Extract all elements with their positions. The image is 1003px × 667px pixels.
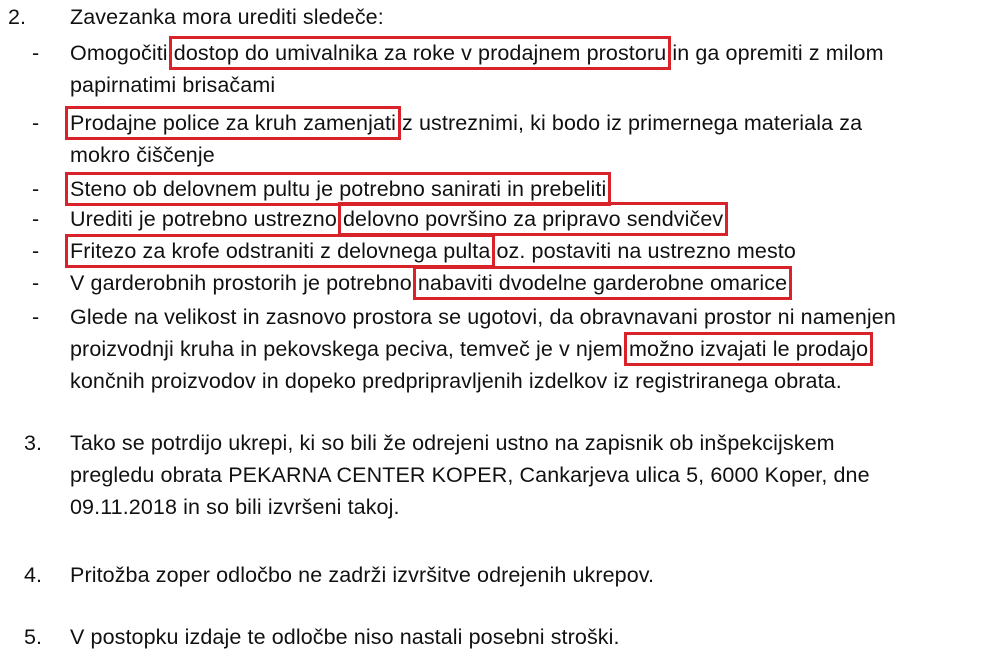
item-text: oz. postaviti na ustrezno mesto (490, 239, 796, 263)
paragraph-line: 09.11.2018 in so bili izvršeni takoj. (70, 495, 400, 519)
highlighted-phrase: Prodajne police za kruh zamenjati (70, 111, 396, 135)
highlighted-phrase: Steno ob delovnem pultu je potrebno sanirati in prebeliti (70, 177, 607, 201)
list-item (70, 110, 862, 136)
item-text: Urediti je potrebno ustrezno (70, 207, 343, 231)
item-continuation: končnih proizvodov in dopeko predpripravljenih izdelkov iz registriranega obrata. (70, 369, 842, 393)
bullet-dash: - (32, 207, 40, 231)
highlighted-phrase: dostop do umivalnika za roke v prodajnem prostoru (173, 41, 667, 65)
bullet-dash: - (32, 239, 40, 263)
list-item (70, 176, 606, 202)
bullet-dash: - (32, 41, 40, 65)
section-3-number: 3. (24, 431, 42, 455)
highlighted-phrase: Fritezo za krofe odstraniti z delovnega pulta (70, 239, 491, 263)
bullet-dash: - (32, 271, 40, 295)
bullet-dash: - (32, 111, 40, 135)
highlighted-phrase: delovno površino za pripravo sendvičev (343, 207, 724, 231)
bullet-dash: - (32, 177, 40, 201)
list-item (70, 40, 884, 66)
item-continuation: mokro čiščenje (70, 143, 215, 167)
highlighted-phrase: možno izvajati le prodajo (629, 337, 869, 361)
paragraph-line: Pritožba zoper odločbo ne zadrži izvršitve odrejenih ukrepov. (70, 563, 655, 587)
item-text: proizvodnji kruha in pekovskega peciva, temveč je v njem (70, 337, 629, 361)
paragraph-line: Tako se potrdijo ukrepi, ki so bili že odrejeni ustno na zapisnik ob inšpekcijskem (70, 431, 835, 455)
list-item (70, 238, 796, 264)
item-text: Omogočiti (70, 41, 174, 65)
highlighted-phrase: nabaviti dvodelne garderobne omarice (417, 271, 788, 295)
section-5-number: 5. (24, 625, 42, 649)
section-2-heading: Zavezanka mora urediti sledeče: (70, 5, 384, 29)
paragraph-line: V postopku izdaje te odločbe niso nastali posebni stroški. (70, 625, 620, 649)
section-2-number: 2. (8, 5, 26, 29)
item-text: in ga opremiti z milom (666, 41, 884, 65)
paragraph-line: pregledu obrata PEKARNA CENTER KOPER, Cankarjeva ulica 5, 6000 Koper, dne (70, 463, 870, 487)
item-continuation: papirnatimi brisačami (70, 73, 276, 97)
list-item (70, 270, 787, 296)
item-text: z ustreznimi, ki bodo iz primernega materiala za (395, 111, 863, 135)
item-continuation (70, 336, 868, 362)
list-item: Glede na velikost in zasnovo prostora se ugotovi, da obravnavani prostor ni namenjen (70, 305, 896, 329)
bullet-dash: - (32, 305, 40, 329)
list-item (70, 206, 723, 232)
item-text: V garderobnih prostorih je potrebno (70, 271, 418, 295)
section-4-number: 4. (24, 563, 42, 587)
